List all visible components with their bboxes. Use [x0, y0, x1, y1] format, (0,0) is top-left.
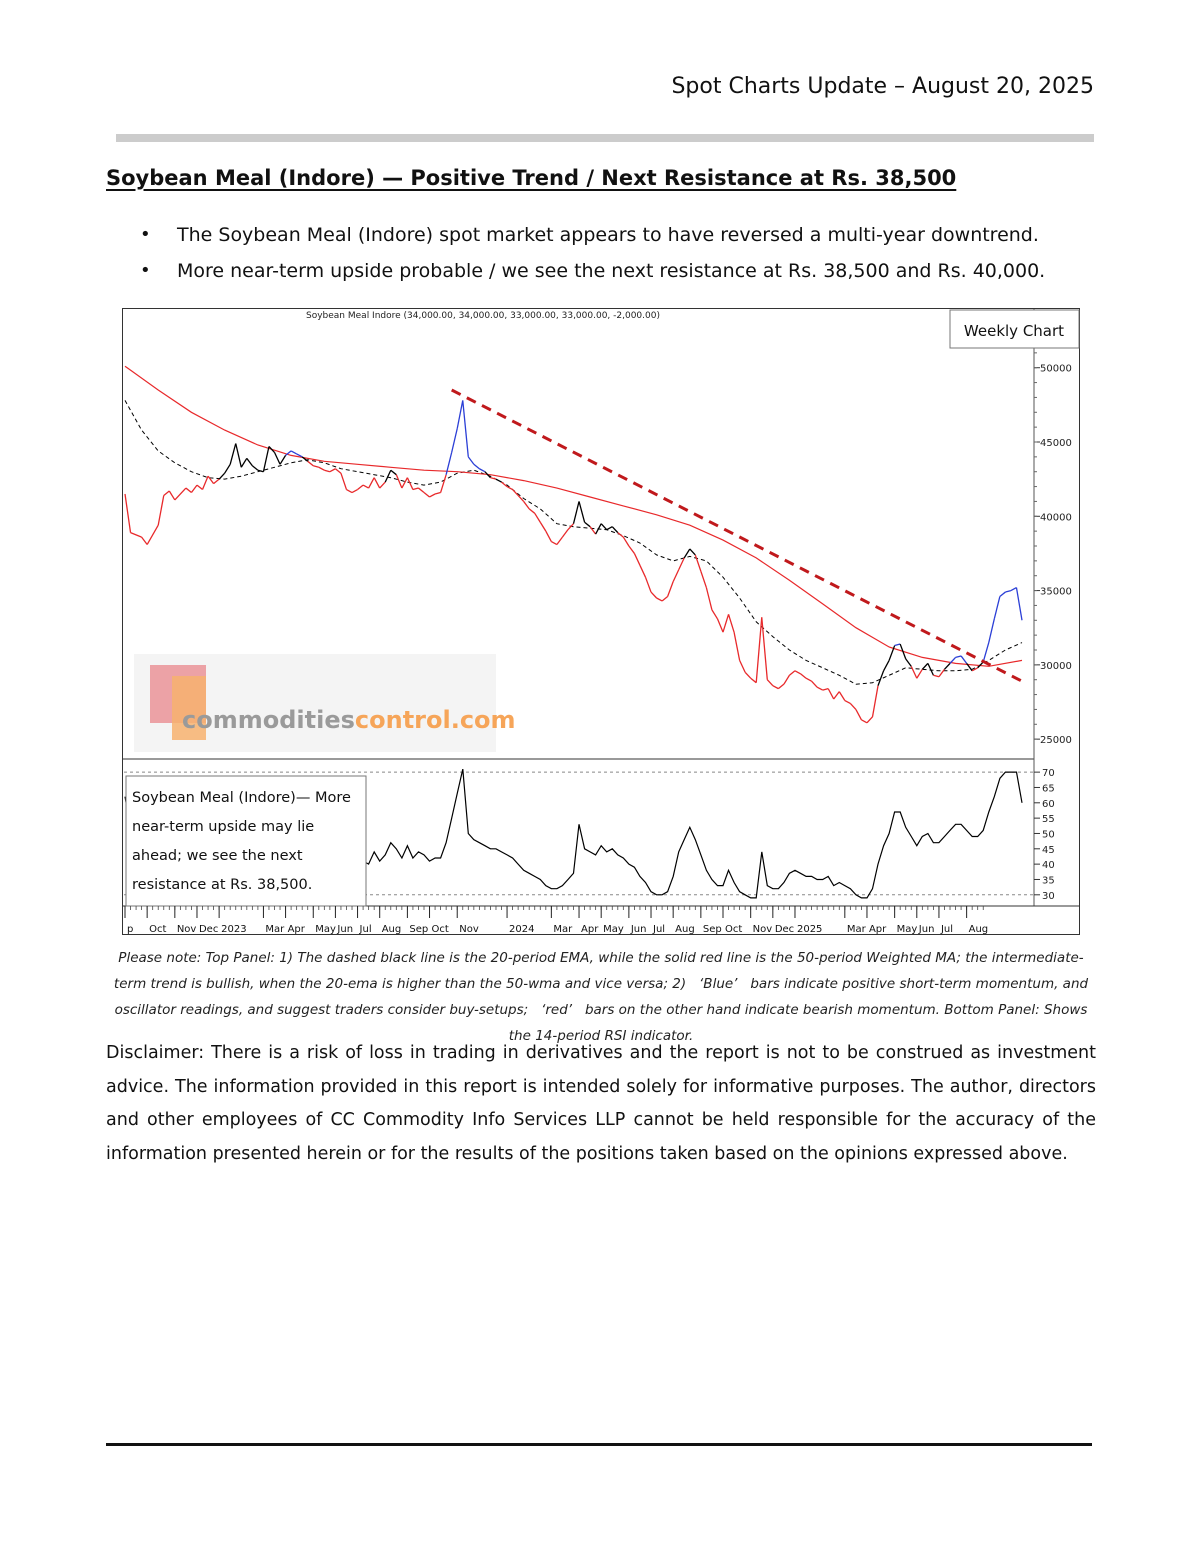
weekly-chart-badge: [950, 310, 1079, 348]
x-tick-label: Mar: [553, 924, 573, 935]
x-tick-label: 2023: [221, 924, 247, 935]
x-tick-label: Apr: [581, 924, 599, 935]
weekly-chart: [122, 308, 1082, 936]
rsi-y-tick-label: 60: [1042, 798, 1055, 810]
section-title: Soybean Meal (Indore) — Positive Trend / Next Resistance at Rs. 38,500: [106, 166, 957, 190]
x-tick-label: Nov: [176, 924, 197, 935]
footer-divider: [106, 1443, 1092, 1446]
rsi-y-tick-label: 50: [1042, 829, 1055, 841]
x-tick-label: Jun: [918, 924, 935, 935]
x-tick-label: Mar: [265, 924, 285, 935]
x-tick-label: Apr: [287, 924, 305, 935]
x-tick-label: Oct: [149, 924, 167, 935]
x-tick-label: May: [896, 924, 918, 935]
price-y-tick-label: 45000: [1040, 438, 1072, 449]
x-tick-label: Jul: [940, 924, 954, 935]
price-y-tick-label: 40000: [1040, 512, 1072, 524]
x-tick-label: May: [315, 924, 336, 935]
rsi-y-tick-label: 40: [1042, 860, 1055, 872]
watermark-logo: [134, 654, 516, 752]
chart-title: Soybean Meal Indore (34,000.00, 34,000.00, 33,000.00, 33,000.00, -2,000.00): [306, 311, 660, 321]
x-tick-label: Dec: [774, 924, 795, 935]
x-tick-label: Jul: [653, 924, 666, 935]
rsi-y-tick-label: 45: [1042, 844, 1055, 856]
rsi-y-tick-label: 70: [1042, 768, 1055, 780]
watermark-text: commoditiescontrol.com: [182, 706, 516, 734]
x-tick-label: Jul: [359, 924, 372, 935]
annotation-box: [126, 776, 366, 906]
bullet-item: • More near-term upside probable / we see the next resistance at Rs. 38,500 and Rs. 40,000.: [140, 256, 1045, 292]
disclaimer-text: Disclaimer: There is a risk of loss in trading in derivatives and the report is not to be construed as investment advice. The information provided in this report is intended solely for informative purposes. The author, directors and other employees of CC Commodity Info Services LLP cannot be held responsible for the accuracy of the information presented herein or for the results of the positions taken based on the opinions expressed above.: [106, 1043, 1096, 1164]
price-y-tick-label: 35000: [1040, 586, 1072, 598]
x-tick-label: Aug: [968, 924, 989, 935]
annotation-text: Soybean Meal (Indore)— More near-term upside may lie ahead; we see the next resistance at Rs. 38,500.: [132, 790, 351, 893]
page-header-title: Spot Charts Update – August 20, 2025: [671, 74, 1094, 99]
x-tick-label: Jun: [337, 924, 354, 935]
bullet-item: • The Soybean Meal (Indore) spot market appears to have reversed a multi-year downtrend.: [140, 220, 1045, 256]
badge-label: Weekly Chart: [963, 322, 1065, 340]
x-tick-label: Aug: [675, 924, 695, 935]
x-tick-label: Mar: [846, 924, 866, 935]
bullet-list: [140, 220, 1045, 292]
price-y-tick-label: 25000: [1040, 735, 1072, 747]
x-tick-label: Aug: [381, 924, 402, 935]
price-y-tick-label: 50000: [1040, 363, 1072, 375]
x-tick-label: May: [603, 924, 624, 935]
rsi-y-tick-label: 55: [1042, 814, 1055, 826]
x-tick-label: Oct: [431, 924, 449, 935]
header-divider: [116, 134, 1094, 142]
x-tick-label: Nov: [752, 924, 773, 935]
chart-caption: Please note: Top Panel: 1) The dashed black line is the 20-period EMA, while the solid red line is the 50-period Weighted MA; the intermediate-term trend is bullish, when the 20-ema is higher than the 50-wma and vice versa; 2) ‘Blue’ bars indicate positive short-term momentum, and oscillator readings, and suggest traders consider buy-setups; ‘red’ bars on the other hand indicate bearish momentum. Bottom Panel: Shows the 14-period RSI indicator.: [113, 950, 1089, 1044]
x-tick-label: Oct: [725, 924, 743, 935]
x-tick-label: Sep: [702, 924, 722, 935]
x-tick-label: Dec: [198, 924, 219, 935]
rsi-y-tick-label: 30: [1042, 890, 1055, 902]
x-tick-label: Jun: [630, 924, 647, 935]
x-tick-label: 2024: [509, 924, 535, 935]
x-tick-label: p: [127, 924, 134, 935]
x-tick-label: Apr: [868, 924, 887, 935]
x-tick-label: Sep: [409, 924, 429, 935]
rsi-y-tick-label: 65: [1042, 783, 1055, 795]
price-y-tick-label: 30000: [1040, 660, 1072, 672]
chart-svg: [122, 308, 1082, 936]
x-tick-label: Nov: [459, 924, 479, 935]
x-tick-label: 2025: [796, 924, 823, 935]
rsi-y-tick-label: 35: [1042, 875, 1055, 887]
